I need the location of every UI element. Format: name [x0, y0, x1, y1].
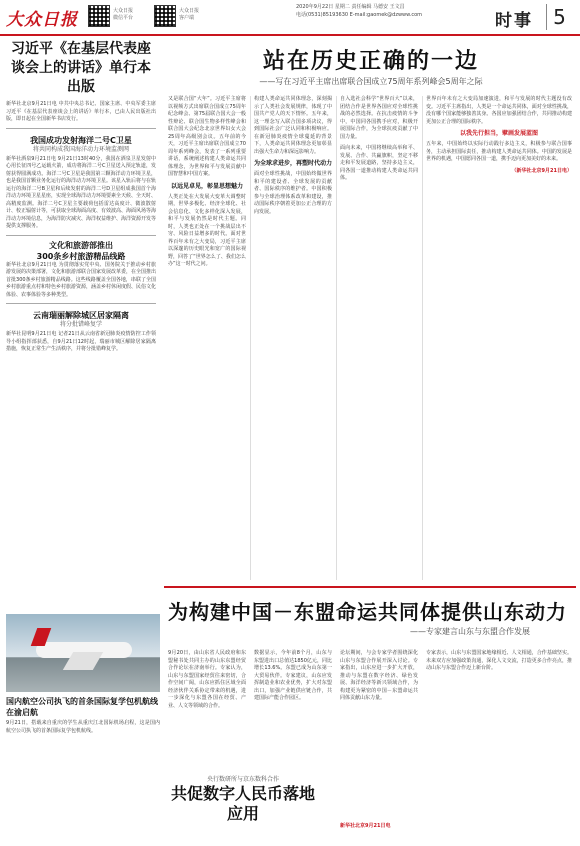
inset-headline[interactable]: 共促数字人民币落地应用 [170, 784, 315, 823]
qr-label-app: 大众日报 客户端 [179, 8, 200, 21]
qr-label-wechat: 大众日报 微信平台 [113, 8, 134, 21]
bottom-paragraph: 9月20日，由山东省人民政府和东盟秘书处共同主办的山东东盟经贸合作论坛在济南举行。专家认为，山东与东盟国家经贸往来密切，合作空间广阔，山东应抓住区域全面经济伙伴关系协定带来的机遇，进一步深化与东盟各国在经贸、产业、人文等领域的合作。 [168, 650, 246, 709]
lead-headline[interactable]: 习近平《在基层代表座谈会上的讲话》单行本出版 [11, 41, 151, 95]
feature-paragraph: 构建人类命运共同体理念，深刻揭示了人类社会发展规律，体现了中国共产党人的天下情怀。五年来，这一理念写入联合国多项决议，得到国际社会广泛认同和积极响应。在新冠肺炎疫情全球蔓延的背景下，人类命运共同体理念更加彰显出强大生命力和深远影响力。 [254, 96, 332, 155]
feature-section-heading: 以我先行担当，擘画发展蓝图 [459, 130, 538, 137]
newspaper-logo: 大众日报 [6, 10, 78, 30]
qr-code-icon [88, 5, 110, 27]
story-subheadline-ruili: 将分批错峰复学 [59, 321, 102, 328]
masthead [0, 0, 580, 36]
feature-headline[interactable]: 站在历史正确的一边 [262, 48, 479, 74]
story-subheadline-satellite: 将共同构成我国海洋动力环境监测网 [32, 145, 129, 153]
qr-code-icon [154, 5, 176, 27]
issue-date-editor: 2020年9月22日 星期二 责任编辑 马德安 王文昌 [296, 4, 405, 10]
story-headline-ruili[interactable]: 云南瑞丽解除城区居家隔离 [33, 311, 129, 320]
story-paragraph-satellite: 新华社酒泉9月21日电 9月21日13时40分，我国在酒泉卫星发射中心用长征四号乙运载火箭，成功将海洋二号C卫星送入预定轨道，发射获得圆满成功。海洋二号C卫星是我国第三颗海洋动力环境卫星，也是我国首颗业务化运行的海洋动力环境卫星。该星入轨后将与在轨运行的海洋二号B卫星和后续发射的海洋二号D卫星组成我国首个海洋动力环境卫星星座，实现全球海洋动力环境要素全天候、全天时、高精度监测。海洋二号C卫星主要载荷包括雷达高度计、微波散射计、校正辐射计等，可获取全球海面高度、有效波高、海面风场等海洋动力环境信息，为海洋防灾减灾、海洋权益维护、海洋资源开发等提供支撑服务。 [6, 155, 157, 229]
divider [6, 303, 156, 304]
page-number: 5 [546, 4, 572, 30]
feature-paragraph: 面对全球性挑战，中国始终做世界和平的建设者、全球发展的贡献者、国际秩序的维护者。中国积极参与全球治理体系改革和建设，推动国际秩序朝着更加公正合理的方向发展。 [254, 171, 332, 215]
story-headline-satellite[interactable]: 我国成功发射海洋二号C卫星 [30, 135, 132, 145]
inset-byline: 新华社北京9月21日电 [340, 823, 391, 829]
story-headline-tourism-line2: 300条乡村旅游精品线路 [36, 251, 126, 261]
inset-story [168, 776, 318, 824]
divider [6, 235, 156, 236]
inset-kicker: 央行数研所与京东数科合作 [206, 776, 279, 783]
feature-column-3 [340, 96, 418, 183]
bottom-paragraph: 论坛期间，与会专家学者围绕深化山东与东盟合作展开深入讨论。专家指出，山东应进一步扩大开放，推动与东盟在数字经济、绿色发展、海洋经济等新兴领域合作，为构建更为紧密的中国－东盟命运共同体贡献山东力量。 [340, 650, 418, 701]
section-divider [164, 586, 576, 588]
bottom-paragraph: 专家表示，山东与东盟国家地缘相近、人文相通，合作基础坚实。未来双方应加强政策沟通，深化人文交流，打造更多合作亮点，推动山东与东盟合作迈上新台阶。 [426, 650, 572, 671]
left-column [6, 40, 156, 354]
story-paragraph-tourism: 新华社北京9月21日电 为贯彻落实党中央、国务院关于推动乡村旅游发展的决策部署，文化和旅游部联合国家发展改革委，在全国推出首批300条乡村旅游精品线路。这些线路覆盖全国各地，串联了全国乡村旅游重点村和特色乡村旅游资源，涵盖乡村休闲度假、民俗文化体验、农事体验等多种类型。 [6, 261, 157, 298]
section-title: 时事 [495, 11, 533, 31]
feature-column-4 [426, 96, 572, 174]
feature-paragraph: 世界百年未有之大变局加速演进，和平与发展的时代主题没有改变。习近平主席指出，人类是一个命运共同体，面对全球性挑战，没有哪个国家能够独善其身。各国应加强团结合作，共同推动构建更加公正合理的国际秩序。 [426, 96, 572, 125]
bottom-column-4 [426, 650, 572, 673]
column-rule [250, 96, 251, 580]
photo-caption: 9月21日，搭载来自重庆的学生从重庆江北国际机场启程，这是国内航空公司执飞的首条国际复学包机航线。 [6, 720, 160, 734]
divider [6, 128, 156, 129]
feature-paragraph: 人类正处在大发展大变革大调整时期，世界多极化、经济全球化、社会信息化、文化多样化深入发展，和平与发展仍然是时代主题。同时，人类也正处在一个挑战层出不穷、风险日益增多的时代。面对世界百年未有之大变局，习近平主席以深邃的历史眼光和宽广的国际视野，回答了“世界怎么了、我们怎么办”这一时代之问。 [168, 193, 246, 267]
feature-section-heading: 为全球求进步，再塑时代动力 [254, 160, 333, 167]
column-rule [336, 96, 337, 580]
bottom-headline[interactable]: 为构建中国－东盟命运共同体提供山东动力 [168, 600, 567, 624]
issue-meta [296, 3, 466, 19]
column-rule [422, 96, 423, 580]
story-paragraph-ruili: 新华社昆明9月21日电 记者21日从云南省新冠肺炎疫情防控工作领导小组指挥部获悉，自9月21日12时起，瑞丽市城区解除居家隔离措施，恢复正常生产生活秩序，并将分批错峰复学。 [6, 331, 156, 352]
feature-paragraph: 自入选社会科学“世界百大”以来，团结合作是世界各国应对全球性挑战的必然选择。在抗击疫情的斗争中，中国同各国携手应对，积极开展国际合作，为全球抗疫贡献了中国力量。 [340, 96, 418, 140]
inset-byline-wrap [340, 822, 572, 829]
lead-paragraph: 新华社北京9月21日电 中共中央总书记、国家主席、中央军委主席习近平《在基层代表座谈会上的讲话》单行本，已由人民出版社出版，即日起在全国新华书店发行。 [6, 101, 156, 122]
feature-subheadline: ——写在习近平主席出席联合国成立75周年系列峰会5周年之际 [259, 77, 483, 86]
feature-paragraph: 又是联合国“大年”。习近平主席将以视频方式出席联合国成立75周年纪念峰会、第75届联合国大会一般性辩论、联合国生物多样性峰会和联合国大会纪念北京世界妇女大会25周年高级别会议。五年前的今天，习近平主席出席联合国成立70周年系列峰会，发表了一系列重要讲话，系统阐述构建人类命运共同体理念，为世界和平与发展贡献中国智慧和中国方案。 [168, 96, 246, 177]
bottom-subheadline: ——专家建言山东与东盟合作发展 [410, 627, 530, 636]
feature-paragraph: 五年来，中国始终以实际行动践行多边主义，积极参与联合国事务，主动承担国际责任，推动构建人类命运共同体。中国的发展是世界的机遇，中国愿同各国一道，携手迈向更加美好的未来。 [426, 141, 572, 162]
airplane-photo [6, 614, 160, 692]
photo-headline[interactable]: 国内航空公司执飞的首条国际复学包机航线在渝启航 [6, 697, 158, 717]
story-headline-tourism-line1: 文化和旅游部推出 [49, 240, 113, 250]
feature-section-heading: 以远见卓见，彰显思想魅力 [170, 182, 243, 190]
bottom-paragraph: 数据显示，今年前8个月，山东与东盟进出口总值达1850亿元，同比增长13.6%。东盟已成为山东第一大贸易伙伴。专家建议，山东应发挥制造业和农业优势，扩大对东盟出口，加强产业链供应链合作，共建国际产能合作园区。 [254, 650, 332, 701]
story-headline-tourism[interactable] [6, 240, 156, 262]
bottom-column-3 [340, 650, 418, 703]
feature-byline: （新华社北京9月21日电） [511, 167, 572, 174]
bottom-column-1 [168, 650, 246, 770]
feature-column-2 [254, 96, 332, 216]
feature-column-1 [168, 96, 246, 269]
bottom-column-2 [254, 650, 332, 703]
feature-paragraph: 面向未来，中国将继续高举和平、发展、合作、共赢旗帜，坚定不移走和平发展道路，坚持多边主义，同各国一道推动构建人类命运共同体。 [340, 145, 418, 181]
contact-info: 电话(0531)85193630 E-mail:gaomek@dzwww.com [296, 12, 423, 18]
